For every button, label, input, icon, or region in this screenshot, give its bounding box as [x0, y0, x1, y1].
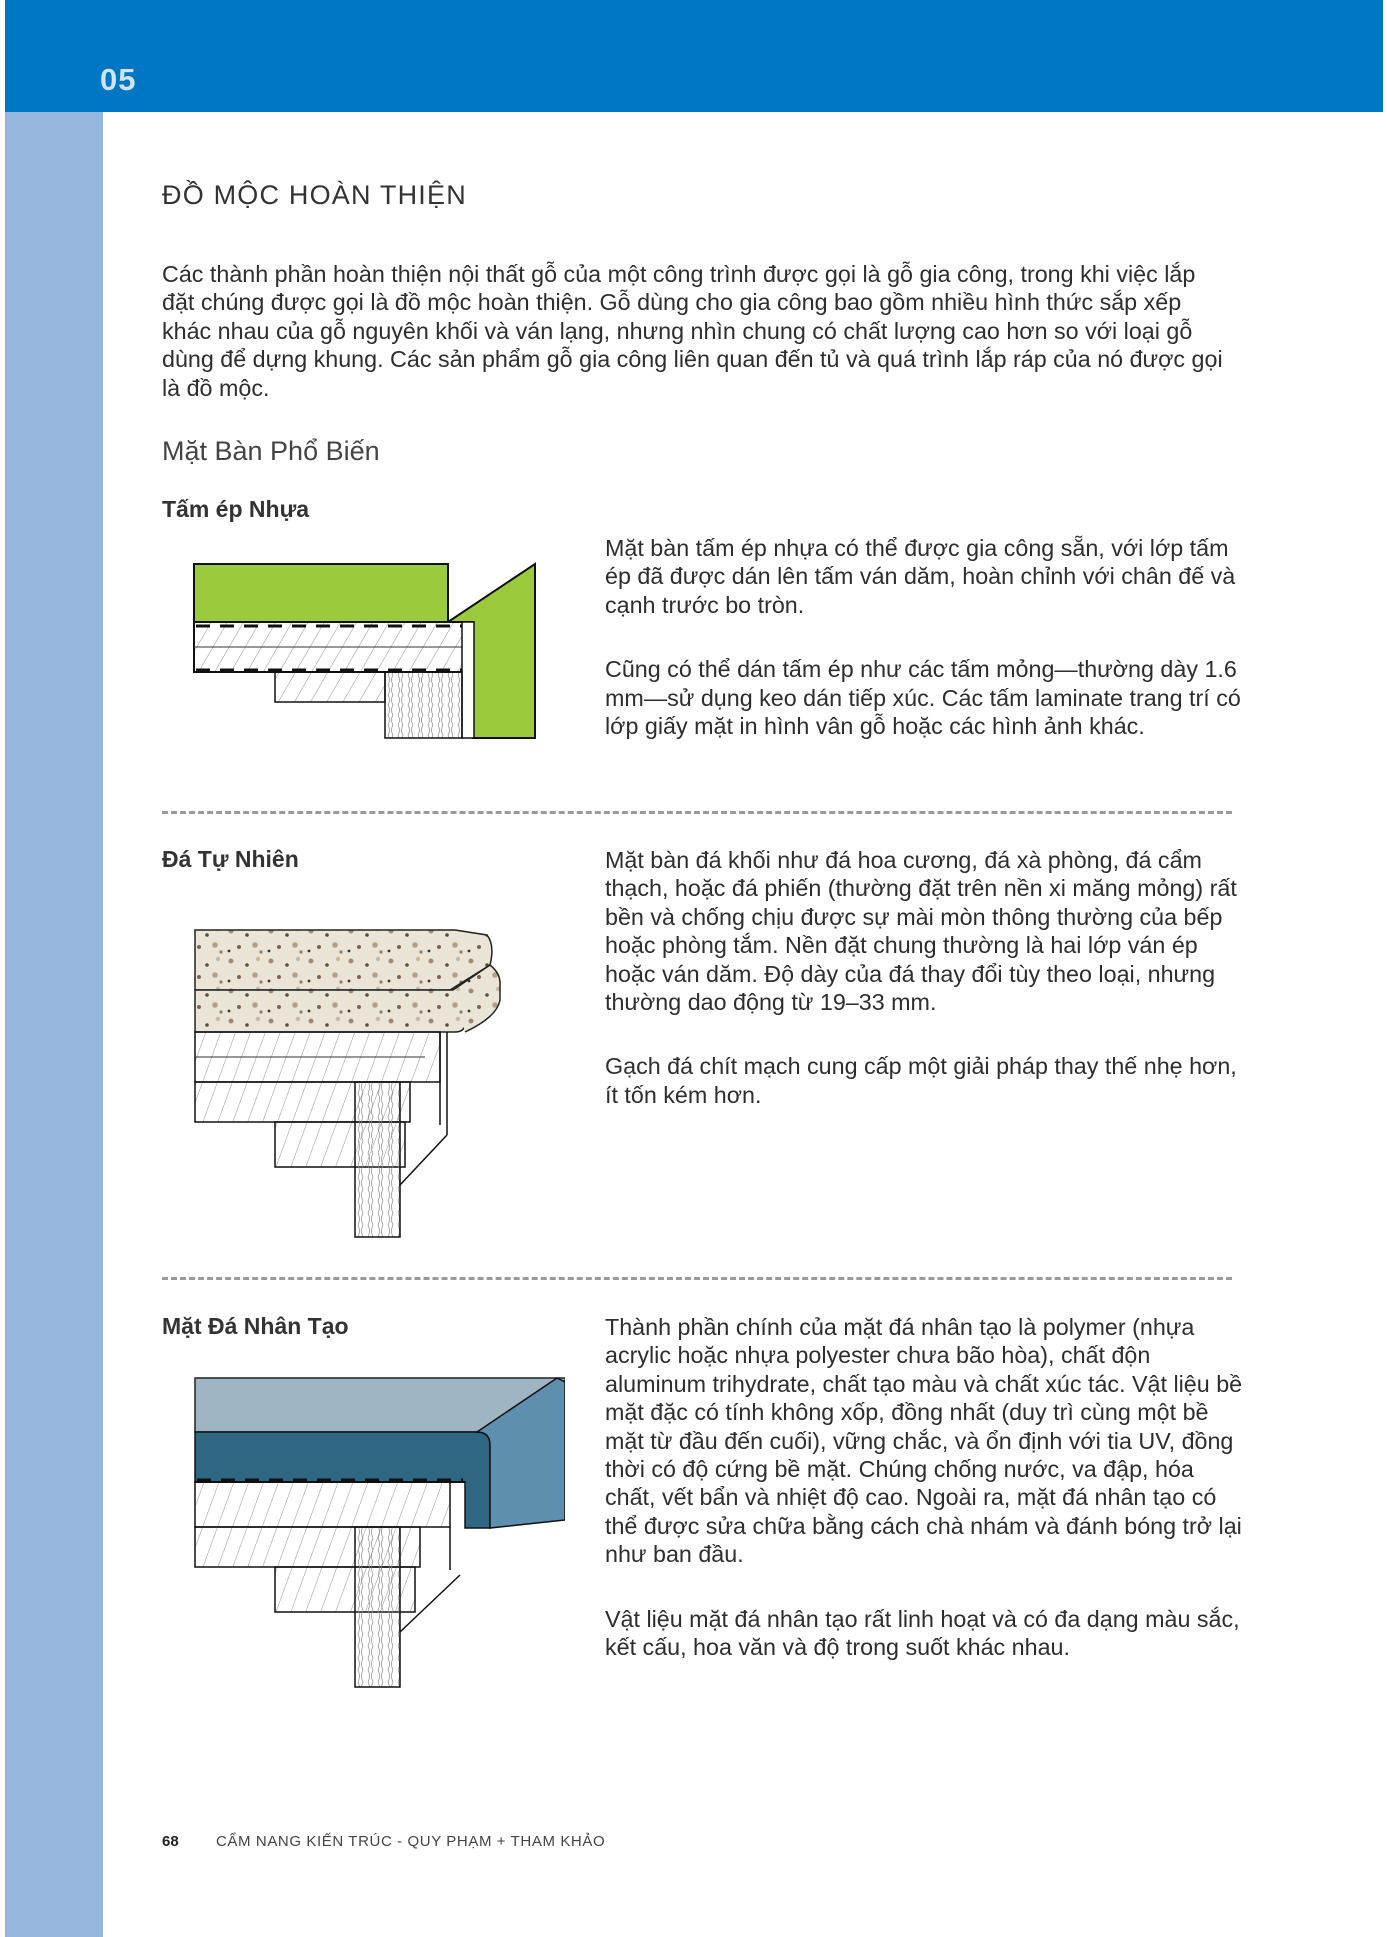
solid-surface-paragraph-2: Vật liệu mặt đá nhân tạo rất linh hoạt và có đa dạng màu sắc, kết cấu, hoa văn và độ trong suốt khác nhau. — [605, 1605, 1240, 1661]
intro-paragraph: Các thành phần hoàn thiện nội thất gỗ của một công trình được gọi là gỗ gia công, trong khi việc lắp đặt chúng được gọi là đồ mộc hoàn thiện. Gỗ dùng cho gia công bao gồm nhiều hình thức sắp xếp khác nhau của gỗ nguyên khối và ván lạng, nhưng nhìn chung có chất lượng cao hơn so với loại gỗ dùng để dựng khung. Các sản phẩm gỗ gia công liên quan đến tủ và quá trình lắp ráp của nó được gọi là đồ mộc. — [162, 261, 1223, 401]
chapter-number: 05 — [100, 62, 137, 97]
laminate-countertop-figure — [185, 555, 545, 745]
cabinet-side — [355, 1527, 400, 1687]
solid-surface-countertop-figure — [185, 1370, 565, 1690]
section-heading: Mặt Bàn Phổ Biến — [162, 436, 380, 466]
support-rail — [275, 672, 385, 702]
laminate-description — [605, 534, 1245, 776]
natural-stone-heading: Đá Tự Nhiên — [162, 846, 299, 872]
stone-paragraph-2: Gạch đá chít mạch cung cấp một giải pháp thay thế nhẹ hơn, ít tốn kém hơn. — [605, 1053, 1237, 1108]
footer-book-title: CẨM NANG KIẾN TRÚC - QUY PHẠM + THAM KHẢO — [216, 1833, 606, 1850]
natural-stone-description — [605, 846, 1245, 1145]
laminate-top-surface — [194, 564, 448, 622]
section-divider — [162, 811, 1232, 814]
header-band — [5, 0, 1383, 112]
stone-paragraph-1: Mặt bàn đá khối như đá hoa cương, đá xà phòng, đá cẩm thạch, hoặc đá phiến (thường đặt trên nền xi măng mỏng) rất bền và chống chịu được sự mài mòn thông thường của bếp hoặc phòng tắm. Nền đặt chung thường là hai lớp ván ép hoặc ván dăm. Độ dày của đá thay đổi tùy theo loại, nhưng thường dao động từ 19–33 mm. — [605, 847, 1237, 1016]
natural-stone-countertop-figure — [185, 925, 565, 1240]
solid-surface-heading: Mặt Đá Nhân Tạo — [162, 1313, 349, 1339]
solid-surface-description — [605, 1313, 1245, 1697]
stone-front-edge — [195, 990, 465, 1032]
laminate-heading: Tấm ép Nhựa — [162, 496, 310, 522]
cabinet-side — [385, 672, 462, 738]
side-band — [5, 0, 103, 1937]
cabinet-side — [355, 1082, 400, 1237]
substrate-layer — [195, 1482, 450, 1527]
solid-surface-paragraph-1: Thành phần chính của mặt đá nhân tạo là polymer (nhựa acrylic hoặc nhựa polyester chưa bão hòa), chất độn aluminum trihydrate, chất tạo màu và chất xúc tác. Vật liệu bề mặt đặc có tính không xốp, đồng nhất (duy trì cùng một bề mặt từ đầu đến cuối), vững chắc, và ổn định với tia UV, đồng thời có độ cứng bề mặt. Chúng chống nước, va đập, hóa chất, vết bẩn và nhiệt độ cao. Ngoài ra, mặt đá nhân tạo có thể được sửa chữa bằng cách chà nhám và đánh bóng trở lại như ban đầu. — [605, 1314, 1243, 1568]
stone-top-surface — [195, 930, 492, 990]
page-title: ĐỒ MỘC HOÀN THIỆN — [162, 180, 467, 210]
page-number: 68 — [162, 1833, 179, 1850]
section-divider — [162, 1277, 1232, 1280]
laminate-paragraph-1: Mặt bàn tấm ép nhựa có thể được gia công sẵn, với lớp tấm ép đã được dán lên tấm ván dăm, hoàn chỉnh với chân đế và cạnh trước bo tròn. — [605, 535, 1236, 618]
laminate-paragraph-2: Cũng có thể dán tấm ép như các tấm mỏng—thường dày 1.6 mm—sử dụng keo dán tiếp xúc. Các tấm laminate trang trí có lớp giấy mặt in hình vân gỗ hoặc các hình ảnh khác. — [605, 656, 1241, 740]
